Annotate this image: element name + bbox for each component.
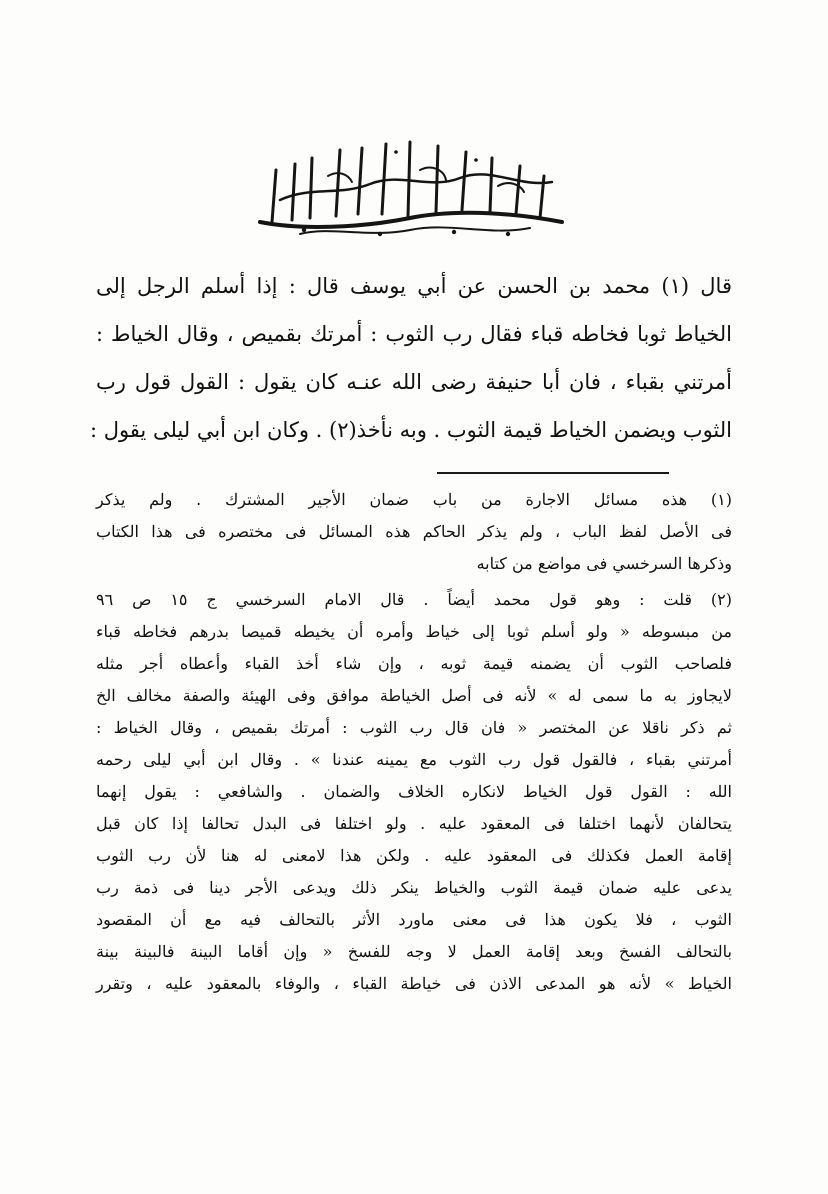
footnote-line: يتحالفان لأنهما اختلفا فى المعقود عليه . ولو اختلفا فى البدل تحالفا إذا كان قبل bbox=[96, 814, 732, 833]
footnote-line: الثوب ، فلا يكون هذا فى معنى ماورد الأثر بالتحالف فيه مع أن المقصود bbox=[96, 910, 732, 929]
footnote-line: فى الأصل لفظ الباب ، ولم يذكر الحاكم هذه المسائل فى مختصره فى هذا الكتاب bbox=[96, 522, 732, 541]
footnote-divider bbox=[437, 472, 669, 474]
footnote-line: بالتحالف الفسخ وبعد إقامة العمل لا وجه للفسخ « وإن أقاما البينة فالبينة بينة bbox=[96, 942, 732, 961]
main-text bbox=[89, 262, 732, 454]
basmala-calligraphy-art bbox=[240, 130, 580, 240]
footnote-line: أمرتني بقباء ، فالقول قول رب الثوب مع يمينه عندنا » . وقال ابن أبي ليلى رحمه bbox=[96, 750, 732, 769]
footnotes bbox=[96, 484, 732, 1000]
main-text-line: الثوب ويضمن الخياط قيمة الثوب . وبه نأخذ(٢) . وكان ابن أبي ليلى يقول : bbox=[89, 418, 732, 442]
footnote-line: إقامة العمل فكذلك فى المعقود عليه . ولكن هذا لامعنى له هنا لأن رب الثوب bbox=[96, 846, 732, 865]
footnote-line: ثم ذكر ناقلا عن المختصر « فان قال رب الثوب : أمرتك بقميص ، وقال الخياط : bbox=[96, 718, 732, 737]
footnote-line: (١) هذه مسائل الاجارة من باب ضمان الأجير المشترك . ولم يذكر bbox=[96, 490, 732, 509]
footnote-line: الله : القول قول الخياط لانكاره الخلاف والضمان . والشافعي : يقول إنهما bbox=[96, 782, 732, 801]
footnote-line: (٢) قلت : وهو قول محمد أيضاً . قال الامام السرخسي ج ١٥ ص ٩٦ bbox=[96, 590, 732, 609]
footnote-line: الخياط » لأنه هو المدعى الاذن فى خياطة القباء ، والوفاء بالمعقود عليه ، وتقرر bbox=[96, 974, 732, 993]
basmala-calligraphy bbox=[240, 130, 580, 240]
main-text-line: الخياط ثوبا فخاطه قباء فقال رب الثوب : أمرتك بقميص ، وقال الخياط : bbox=[96, 322, 732, 346]
footnote-line: فلصاحب الثوب أن يضمنه قيمة ثوبه ، وإن شاء أخذ القباء وأعطاه أجر مثله bbox=[96, 654, 732, 673]
footnote-2 bbox=[96, 584, 732, 1000]
footnote-line: لايجاوز به ما سمى له » لأنه فى أصل الخياطة موافق وفى الهيئة والصفة مخالف الخ bbox=[96, 686, 732, 705]
footnote-line: يدعى عليه ضمان قيمة الثوب والخياط ينكر ذلك ويدعى الأجر دينا فى ذمة رب bbox=[96, 878, 732, 897]
footnote-line: من مبسوطه « ولو أسلم ثوبا إلى خياط وأمره أن يخيطه قميصا بدرهم فخاطه قباء bbox=[96, 622, 732, 641]
main-text-line: قال (١) محمد بن الحسن عن أبي يوسف قال : إذا أسلم الرجل إلى bbox=[96, 274, 732, 298]
main-text-line: أمرتني بقباء ، فان أبا حنيفة رضى الله عنـه كان يقول : القول قول رب bbox=[96, 370, 732, 394]
footnote-1 bbox=[96, 484, 732, 580]
footnote-line: وذكرها السرخسي فى مواضع من كتابه bbox=[476, 554, 732, 573]
